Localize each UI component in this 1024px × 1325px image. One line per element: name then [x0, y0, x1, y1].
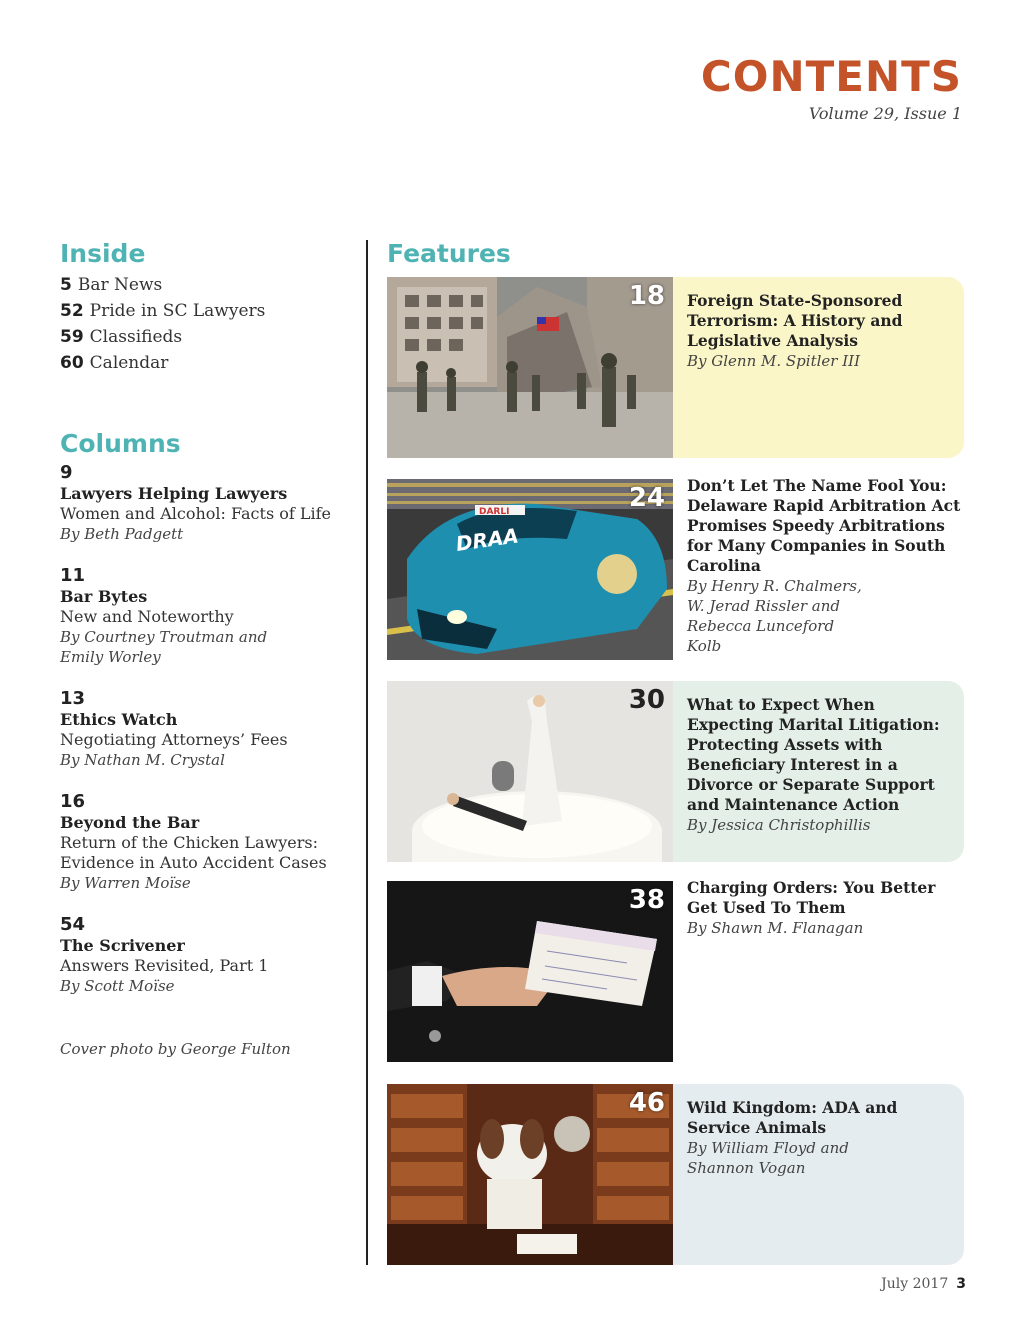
library-dog-photo [387, 1084, 673, 1265]
feature-entry[interactable] [387, 878, 964, 1062]
feature-text [687, 878, 962, 938]
column-entry[interactable] [60, 914, 360, 996]
inside-heading: Inside [60, 239, 146, 268]
race-car-photo [387, 479, 673, 660]
feature-author: By Henry R. Chalmers, W. Jerad Rissler and Rebecca Lunceford Kolb [687, 577, 862, 655]
feature-page: 24 [628, 483, 665, 513]
inside-item-page: 5 [60, 274, 72, 295]
feature-author: By Glenn M. Spitler III [687, 352, 860, 370]
feature-author: By Jessica Christophillis [687, 816, 871, 834]
feature-text [687, 476, 962, 656]
inside-item-page: 59 [60, 326, 84, 347]
inside-section [60, 240, 360, 376]
column-author: By Beth Padgett [60, 524, 184, 543]
inside-item-label: Bar News [77, 274, 163, 295]
footer-date: July 2017 [881, 1276, 949, 1292]
cover-credit: Cover photo by George Fulton [60, 1040, 291, 1058]
column-entry[interactable] [60, 791, 360, 893]
column-heading: Ethics Watch [60, 709, 178, 729]
feature-title: Wild Kingdom: ADA and Service Animals [687, 1098, 898, 1137]
page-number: 3 [956, 1276, 966, 1292]
column-title: Negotiating Attorneys’ Fees [60, 729, 288, 749]
issue-label: Volume 29, Issue 1 [808, 104, 962, 123]
column-divider [366, 240, 368, 1265]
features-section [387, 240, 967, 278]
car-logo-text: DRAA [454, 523, 521, 556]
page-title: CONTENTS [700, 52, 962, 101]
feature-author: By William Floyd and Shannon Vogan [687, 1139, 849, 1177]
svg-text:DARLI: DARLI [479, 507, 510, 517]
inside-item[interactable] [60, 350, 360, 376]
feature-author: By Shawn M. Flanagan [687, 919, 864, 937]
column-page: 9 [60, 461, 73, 483]
feature-text [687, 291, 962, 371]
feature-title: What to Expect When Expecting Marital Litigation: Protecting Assets with Beneficiary Interest in a Divorce or Separate Support and Maintenance Action [687, 695, 940, 814]
column-entry[interactable] [60, 565, 360, 667]
column-title: Women and Alcohol: Facts of Life [60, 503, 332, 523]
check-hand-photo [387, 881, 673, 1062]
feature-title: Don’t Let The Name Fool You: Delaware Rapid Arbitration Act Promises Speedy Arbitrations for Many Companies in South Carolina [687, 476, 961, 575]
column-entry[interactable] [60, 688, 360, 770]
column-author: By Scott Moïse [60, 976, 175, 995]
columns-section [60, 430, 360, 1017]
column-page: 54 [60, 913, 86, 935]
column-author: By Nathan M. Crystal [60, 750, 225, 769]
page-footer [881, 1276, 966, 1292]
column-page: 13 [60, 687, 86, 709]
wedding-cake-photo [387, 681, 673, 862]
column-author: By Courtney Troutman and Emily Worley [60, 627, 268, 666]
column-page: 16 [60, 790, 86, 812]
inside-item[interactable] [60, 298, 360, 324]
feature-title: Foreign State-Sponsored Terrorism: A History and Legislative Analysis [687, 291, 903, 350]
feature-page: 18 [628, 281, 665, 311]
column-entry[interactable] [60, 462, 360, 544]
column-heading: Lawyers Helping Lawyers [60, 483, 288, 503]
columns-heading: Columns [60, 429, 181, 458]
feature-page: 46 [628, 1088, 665, 1118]
feature-title: Charging Orders: You Better Get Used To Them [687, 878, 936, 917]
column-heading: Beyond the Bar [60, 812, 200, 832]
inside-item-page: 60 [60, 352, 84, 373]
feature-entry[interactable] [387, 476, 964, 660]
inside-item-label: Classifieds [89, 326, 183, 347]
features-heading: Features [387, 239, 511, 268]
inside-item[interactable] [60, 272, 360, 298]
inside-item-label: Calendar [89, 352, 169, 373]
inside-item[interactable] [60, 324, 360, 350]
column-title: Answers Revisited, Part 1 [60, 955, 269, 975]
column-title: Return of the Chicken Lawyers: Evidence in Auto Accident Cases [60, 832, 327, 872]
inside-list [60, 272, 360, 376]
contents-header [700, 52, 962, 123]
feature-page: 38 [628, 885, 665, 915]
feature-text [687, 1098, 962, 1178]
column-title: New and Noteworthy [60, 606, 234, 626]
rubble-scene-photo [387, 277, 673, 458]
feature-entry[interactable] [387, 681, 964, 862]
inside-item-label: Pride in SC Lawyers [89, 300, 266, 321]
inside-item-page: 52 [60, 300, 84, 321]
column-heading: Bar Bytes [60, 586, 148, 606]
column-author: By Warren Moïse [60, 873, 191, 892]
feature-page: 30 [628, 685, 665, 715]
feature-entry[interactable] [387, 277, 964, 458]
column-page: 11 [60, 564, 86, 586]
feature-entry[interactable] [387, 1084, 964, 1265]
column-heading: The Scrivener [60, 935, 185, 955]
feature-text [687, 695, 962, 835]
